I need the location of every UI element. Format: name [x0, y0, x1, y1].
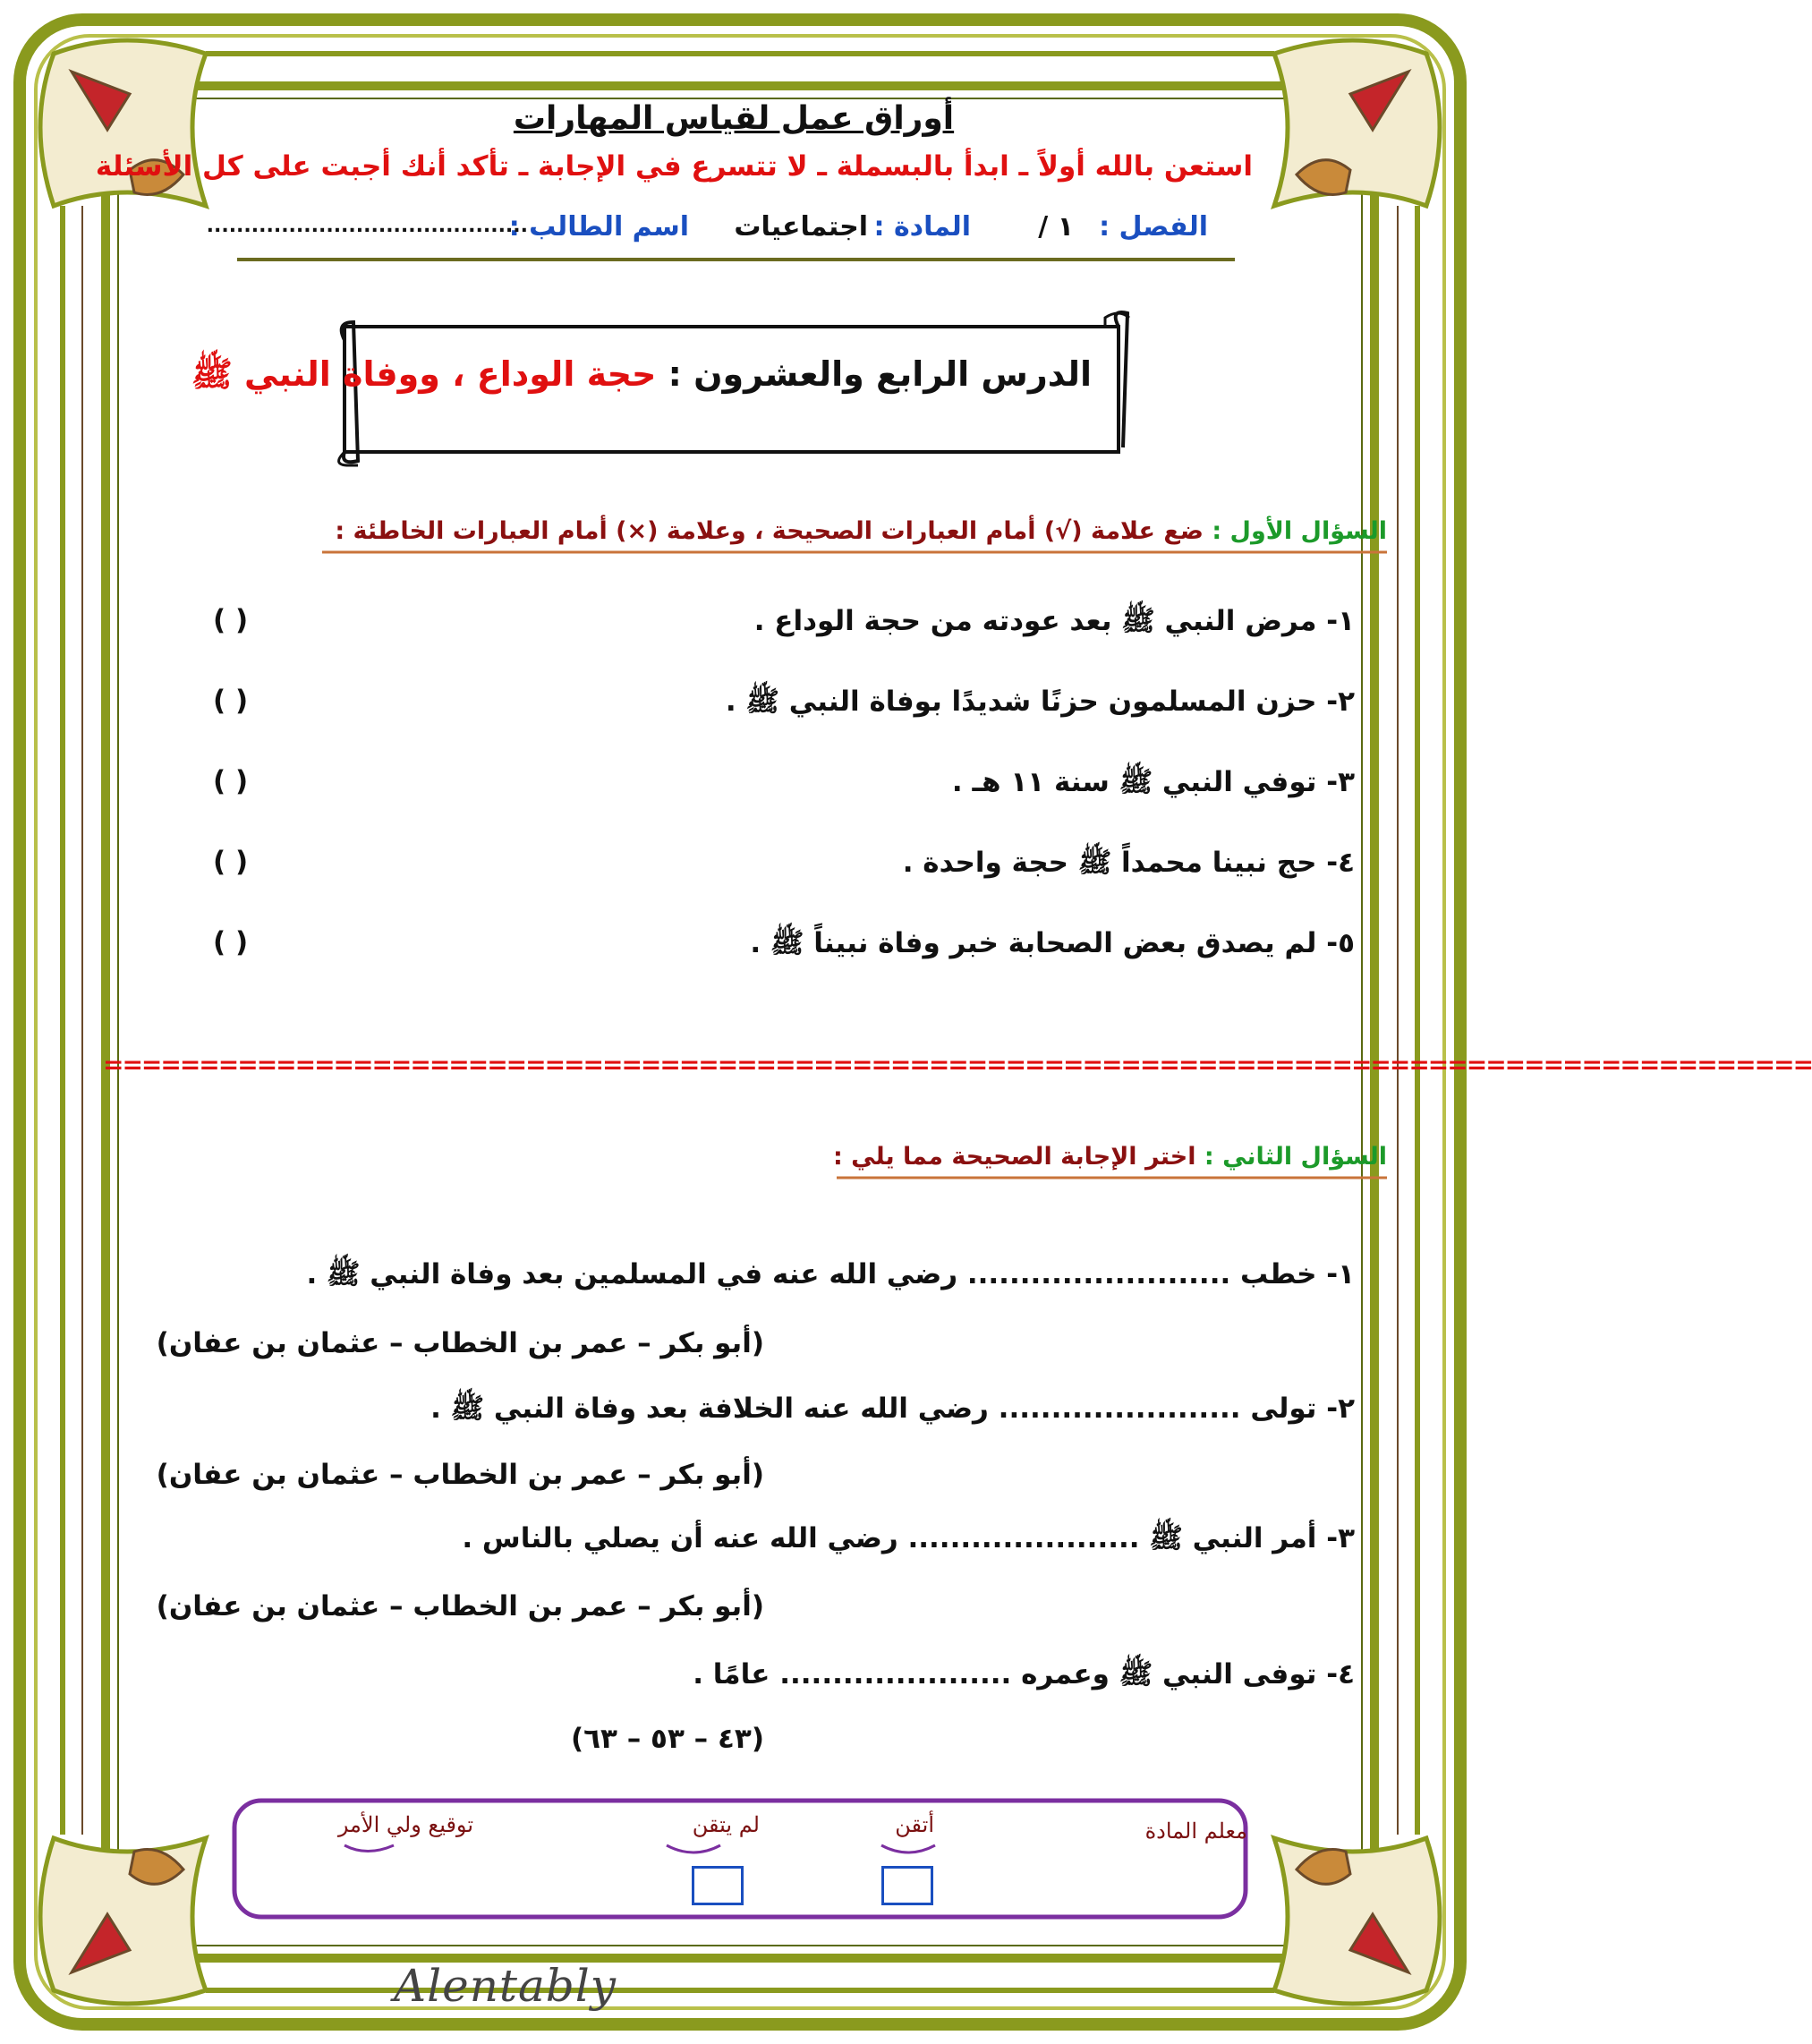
q1-answer-box[interactable]: ( )	[213, 846, 249, 878]
not-mastered-checkbox[interactable]	[692, 1866, 744, 1905]
subject-value: اجتماعيات	[734, 211, 868, 243]
q1-answer-box[interactable]: ( )	[213, 926, 249, 958]
q2-options: (أبو بكر – عمر بن الخطاب – عثمان بن عفان)	[156, 1327, 764, 1359]
q2-question: ٤- توفى النبي ﷺ وعمره ...................... عامًا .	[693, 1658, 1355, 1691]
q1-statement: ٤- حج نبينا محمداً ﷺ حجة واحدة .	[902, 847, 1355, 879]
q2-options: (أبو بكر – عمر بن الخطاب – عثمان بن عفان)	[156, 1590, 764, 1622]
q1-statement: ٣- توفي النبي ﷺ سنة ١١ هـ .	[951, 766, 1355, 798]
q1-statement: ١- مرض النبي ﷺ بعد عودته من حجة الوداع .	[753, 605, 1355, 637]
class-value: ١ /	[1038, 211, 1074, 243]
q2-options: (٤٣ – ٥٣ – ٦٣)	[570, 1723, 764, 1755]
not-mastered-label: لم يتقن	[692, 1812, 760, 1837]
question-1-label: السؤال الأول :	[1212, 517, 1387, 545]
q1-answer-box[interactable]: ( )	[213, 685, 249, 717]
student-name-field[interactable]: ...........................................	[206, 215, 528, 237]
question-2-instruction: اختر الإجابة الصحيحة مما يلي :	[832, 1143, 1196, 1171]
corner-ornament-bottom-right	[1274, 1838, 1440, 2004]
q2-question: ١- خطب ......................... رضي الله عنه في المسلمين بعد وفاة النبي ﷺ .	[306, 1258, 1355, 1290]
guardian-signature-label: توقيع ولي الأمر	[337, 1812, 473, 1837]
question-2-label: السؤال الثاني :	[1204, 1143, 1387, 1171]
q1-statement: ٢- حزن المسلمون حزنًا شديدًا بوفاة النبي ﷺ .	[725, 686, 1355, 718]
lesson-name: حجة الوداع ، ووفاة النبي ﷺ	[191, 354, 657, 394]
lesson-prefix: الدرس الرابع والعشرون :	[668, 354, 1092, 394]
q2-options: (أبو بكر – عمر بن الخطاب – عثمان بن عفان)	[156, 1459, 764, 1491]
mastered-checkbox[interactable]	[881, 1866, 933, 1905]
q2-question: ٣- أمر النبي ﷺ ...................... رضي الله عنه أن يصلي بالناس .	[462, 1522, 1355, 1554]
section-separator: =========================================================================================	[103, 1050, 1812, 1079]
q2-question: ٢- تولى ....................... رضي الله عنه الخلافة بعد وفاة النبي ﷺ .	[430, 1392, 1355, 1425]
corner-ornament-top-right	[1274, 40, 1440, 206]
question-1-instruction: ضع علامة (√) أمام العبارات الصحيحة ، وعلامة (×) أمام العبارات الخاطئة :	[335, 517, 1204, 545]
question-2-heading	[833, 1143, 1387, 1171]
teacher-label: معلم المادة	[1144, 1818, 1247, 1844]
corner-ornament-bottom-left	[40, 1838, 206, 2004]
lesson-title	[191, 353, 1092, 403]
q1-answer-box[interactable]: ( )	[213, 604, 249, 636]
q1-answer-box[interactable]: ( )	[213, 765, 249, 797]
subject-label: المادة :	[873, 211, 971, 243]
student-name-label: اسم الطالب :	[508, 211, 689, 243]
class-label: الفصل :	[1099, 211, 1208, 243]
mastered-label: أتقن	[895, 1812, 934, 1837]
instructions-line: استعن بالله أولاً ـ ابدأ بالبسملة ـ لا تتسرع في الإجابة ـ تأكد أنك أجبت على كل الأسئلة	[95, 150, 1253, 183]
question-1-heading	[335, 517, 1387, 545]
watermark: Alentably	[394, 1960, 617, 2012]
worksheet-title: أوراق عمل لقياس المهارات	[513, 100, 955, 137]
q1-statement: ٥- لم يصدق بعض الصحابة خبر وفاة نبيناً ﷺ .	[750, 927, 1355, 959]
